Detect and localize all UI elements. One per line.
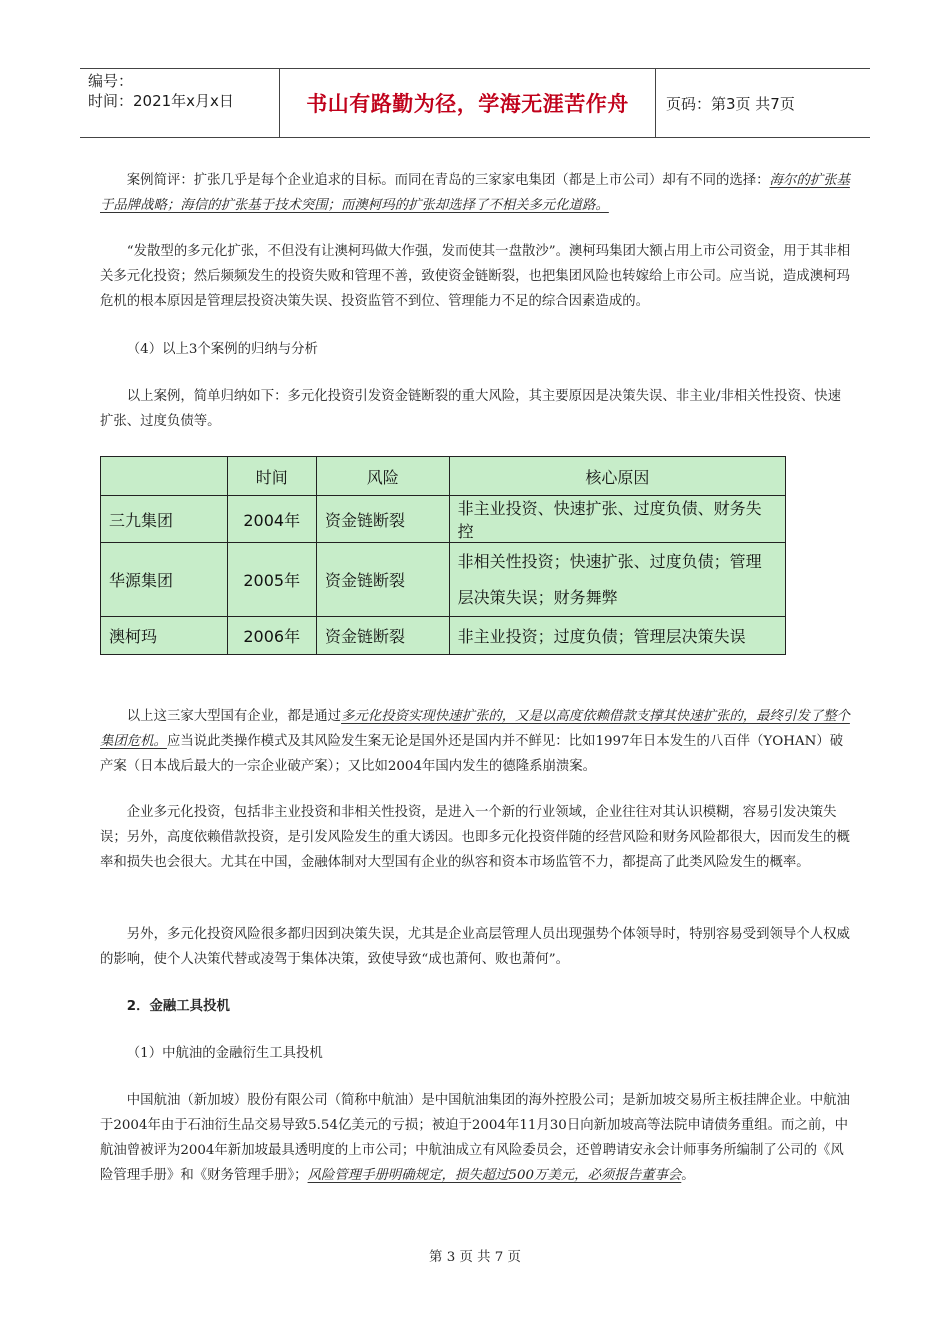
table-cell: 资金链断裂 (316, 617, 449, 655)
paragraph-summary: 以上案例，简单归纳如下：多元化投资引发资金链断裂的重大风险，其主要原因是决策失误、非主业/非相关性投资、快速扩张、过度负债等。 (100, 389, 842, 429)
underlined-text: 海尔的扩张基于品牌战略；海信的扩张基于技术突围；而澳柯玛的扩张却选择了不相关多元化道路。 (100, 173, 850, 213)
underlined-text: 多元化投资实现快速扩张的，又是以高度依赖借款支撑其快速扩张的，最终引发了整个集团危机。 (100, 709, 850, 749)
table-header-cell: 时间 (227, 457, 316, 496)
table-cell: 华源集团 (101, 543, 228, 617)
time-label: 时间：2021年x月x日 (88, 92, 234, 110)
code-label: 编号： (88, 72, 134, 90)
underlined-text: 风险管理手册明确规定，损失超过500万美元，必须报告董事会 (307, 1168, 682, 1183)
table-cell: 2006年 (227, 617, 316, 655)
section-heading-1: （1）中航油的金融衍生工具投机 (126, 1046, 323, 1061)
section-heading-2: 2．金融工具投机 (126, 999, 230, 1014)
page-header (80, 68, 870, 138)
header-meta (80, 69, 280, 137)
table-cell: 资金链断裂 (316, 496, 449, 543)
table-cell: 2005年 (227, 543, 316, 617)
table-cell: 资金链断裂 (316, 543, 449, 617)
table-cell: 非主业投资、快速扩张、过度负债、财务失控 (449, 496, 785, 543)
table-cell: 非相关性投资；快速扩张、过度负债；管理层决策失误；财务舞弊 (449, 543, 785, 617)
paragraph-case-review: 案例简评：扩张几乎是每个企业追求的目标。而同在青岛的三家家电集团（都是上市公司）却有不同的选择：海尔的扩张基于品牌战略；海信的扩张基于技术突围；而澳柯玛的扩张却选择了不相关多元化道路。 (100, 173, 850, 213)
table-row (101, 543, 786, 617)
header-page-info: 页码：第3页 共7页 (666, 94, 795, 113)
table-row (101, 496, 786, 543)
table-cell: 三九集团 (101, 496, 228, 543)
paragraph-decision-failure: 另外，多元化投资风险很多都归因到决策失误，尤其是企业高层管理人员出现强势个体领导时，特别容易受到领导个人权威的影响，使个人决策代替或凌驾于集体决策，致使导致“成也萧何、败也萧何”。 (100, 927, 850, 967)
table-header-cell (101, 457, 228, 496)
table-header-row (101, 457, 786, 496)
paragraph-cao-case: 中国航油（新加坡）股份有限公司（简称中航油）是中国航油集团的海外控股公司；是新加坡交易所主板挂牌企业。中航油于2004年由于石油衍生品交易导致5.54亿美元的亏损；被迫于2004年11月30日向新加坡高等法院申请债务重组。而之前，中航油曾被评为2004年新加坡最具透明度的上市公司；中航油成立有风险委员会，还曾聘请安永会计师事务所编制了公司的《风险管理手册》和《财务管理手册》；风险管理手册明确规定，损失超过500万美元，必须报告董事会。 (100, 1093, 850, 1183)
header-motto: 书山有路勤为径，学海无涯苦作舟 (280, 69, 656, 137)
table-header-cell: 核心原因 (449, 457, 785, 496)
paragraph-three-groups: 以上这三家大型国有企业，都是通过多元化投资实现快速扩张的，又是以高度依赖借款支撑其快速扩张的，最终引发了整个集团危机。应当说此类操作模式及其风险发生案无论是国外还是国内并不鲜见：比如1997年日本发生的八百伴（YOHAN）破产案（日本战后最大的一宗企业破产案）；又比如2004年国内发生的德隆系崩溃案。 (100, 709, 850, 774)
table-row (101, 617, 786, 655)
table-cell: 2004年 (227, 496, 316, 543)
paragraph-aucma-analysis: “发散型的多元化扩张，不但没有让澳柯玛做大作强，发而使其一盘散沙”。澳柯玛集团大额占用上市公司资金，用于其非相关多元化投资；然后频频发生的投资失败和管理不善，致使资金链断裂，也把集团风险也转嫁给上市公司。应当说，造成澳柯玛危机的根本原因是管理层投资决策失误、投资监管不到位、管理能力不足的综合因素造成的。 (100, 244, 851, 309)
table-header-cell: 风险 (316, 457, 449, 496)
paragraph-diversified-investment: 企业多元化投资，包括非主业投资和非相关性投资，是进入一个新的行业领域，企业往往对其认识模糊，容易引发决策失误；另外，高度依赖借款投资，是引发风险发生的重大诱因。也即多元化投资伴随的经营风险和财务风险都很大，因而发生的概率和损失也会很大。尤其在中国，金融体制对大型国有企业的纵容和资本市场监管不力，都提高了此类风险发生的概率。 (100, 805, 850, 870)
table-cell: 澳柯玛 (101, 617, 228, 655)
table-cell: 非主业投资；过度负债；管理层决策失误 (449, 617, 785, 655)
section-heading-4: （4）以上3个案例的归纳与分析 (126, 342, 318, 357)
risk-table (100, 456, 786, 655)
page-footer: 第 3 页 共 7 页 (429, 1250, 521, 1265)
